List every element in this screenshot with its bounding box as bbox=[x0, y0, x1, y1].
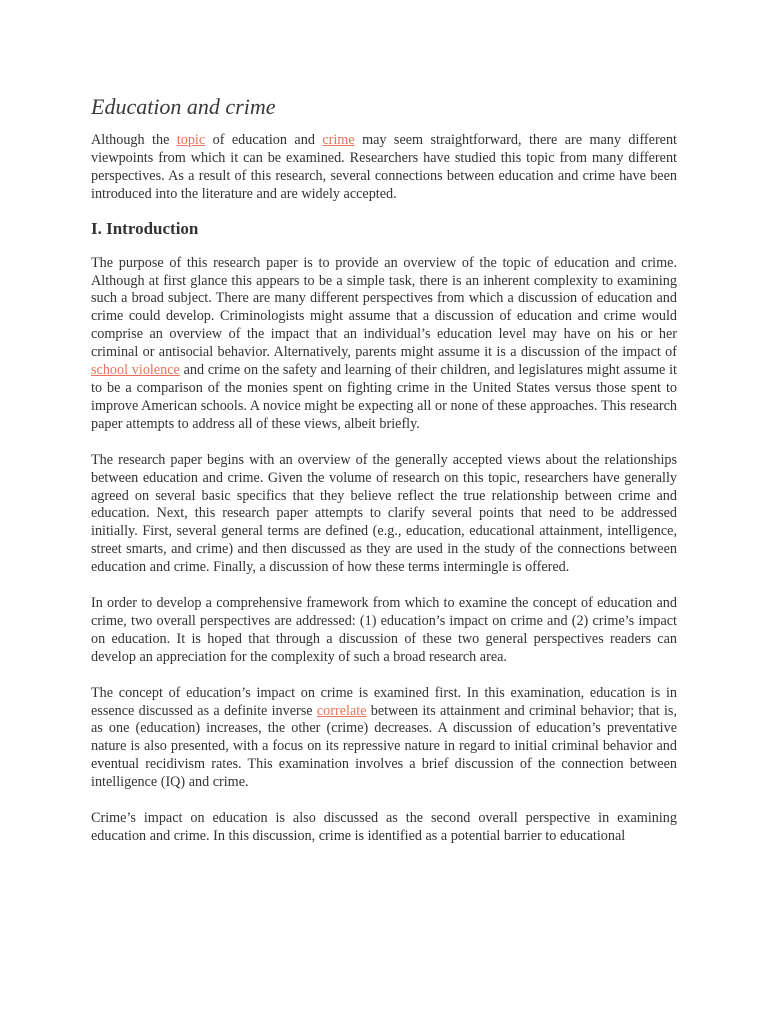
paragraph-3: In order to develop a comprehensive framework from which to examine the concept of education and crime, two overall perspectives are addressed: (1) education’s impact on crime and (2) crime’s impact on education. It is hoped that through a discussion of these two general perspectives readers can develop an appreciation for the complexity of such a broad research area. bbox=[91, 595, 677, 665]
paragraph-1-text-end: and crime on the safety and learning of their children, and legislatures might assume it to be a comparison of the monies spent on fighting crime in the United States versus those spent to improve American schools. A novice might be expecting all or none of these approaches. This research paper attempts to address all of these views, albeit briefly. bbox=[91, 362, 677, 432]
paragraph-4 bbox=[91, 685, 677, 792]
paragraph-4-text-end: between its attainment and criminal behavior; that is, as one (education) increases, the other (crime) decreases. A discussion of education’s preventative nature is also presented, with a focus on its repressive nature in regard to initial criminal behavior and eventual recidivism rates. This examination involves a brief discussion of the connection between intelligence (IQ) and crime. bbox=[91, 702, 678, 791]
paragraph-1-text-start: The purpose of this research paper is to provide an overview of the topic of education and crime. Although at first glance this appears to be a simple task, there is an inherent complexity to examining such a broad subject. There are many different perspectives from which a discussion of education and crime could develop. Criminologists might assume that a discussion of education and crime would comprise an overview of the impact that an individual’s education level may have on his or her criminal or antisocial behavior. Alternatively, parents might assume it is a discussion of the impact of bbox=[91, 254, 677, 361]
crime-link[interactable]: crime bbox=[322, 132, 355, 148]
paragraph-5: Crime’s impact on education is also discussed as the second overall perspective in examining education and crime. In this discussion, crime is identified as a potential barrier to educational bbox=[91, 810, 677, 844]
intro-paragraph bbox=[91, 132, 677, 204]
topic-link[interactable]: topic bbox=[176, 132, 206, 148]
correlate-link[interactable]: correlate bbox=[316, 702, 367, 719]
intro-text-end: may seem straightforward, there are many different viewpoints from which it can be examined. Researchers have studied this topic from many different perspectives. As a result of this research, several connections between education and crime have been introduced into the literature and are widely accepted. bbox=[91, 132, 678, 202]
paragraph-1 bbox=[91, 255, 677, 434]
intro-text-middle: of education and bbox=[205, 132, 323, 148]
document-title: Education and crime bbox=[91, 94, 276, 119]
paragraph-2: The research paper begins with an overview of the generally accepted views about the relationships between education and crime. Given the volume of research on this topic, researchers have generally agreed on several basic specifics that they believe reflect the true relationship between crime and education. Next, this research paper attempts to clarify several points that need to be addressed initially. First, several general terms are defined (e.g., education, educational attainment, intelligence, street smarts, and crime) and then discussed as they are used in the study of the connections between education and crime. Finally, a discussion of how these terms intermingle is offered. bbox=[91, 451, 677, 576]
paragraph-4-text-start: The concept of education’s impact on crime is examined first. In this examination, education is in essence discussed as a definite inverse bbox=[91, 684, 677, 719]
school-violence-link[interactable]: school violence bbox=[91, 362, 180, 379]
intro-text-start: Although the bbox=[91, 132, 177, 148]
section-heading-introduction: I. Introduction bbox=[91, 218, 199, 238]
